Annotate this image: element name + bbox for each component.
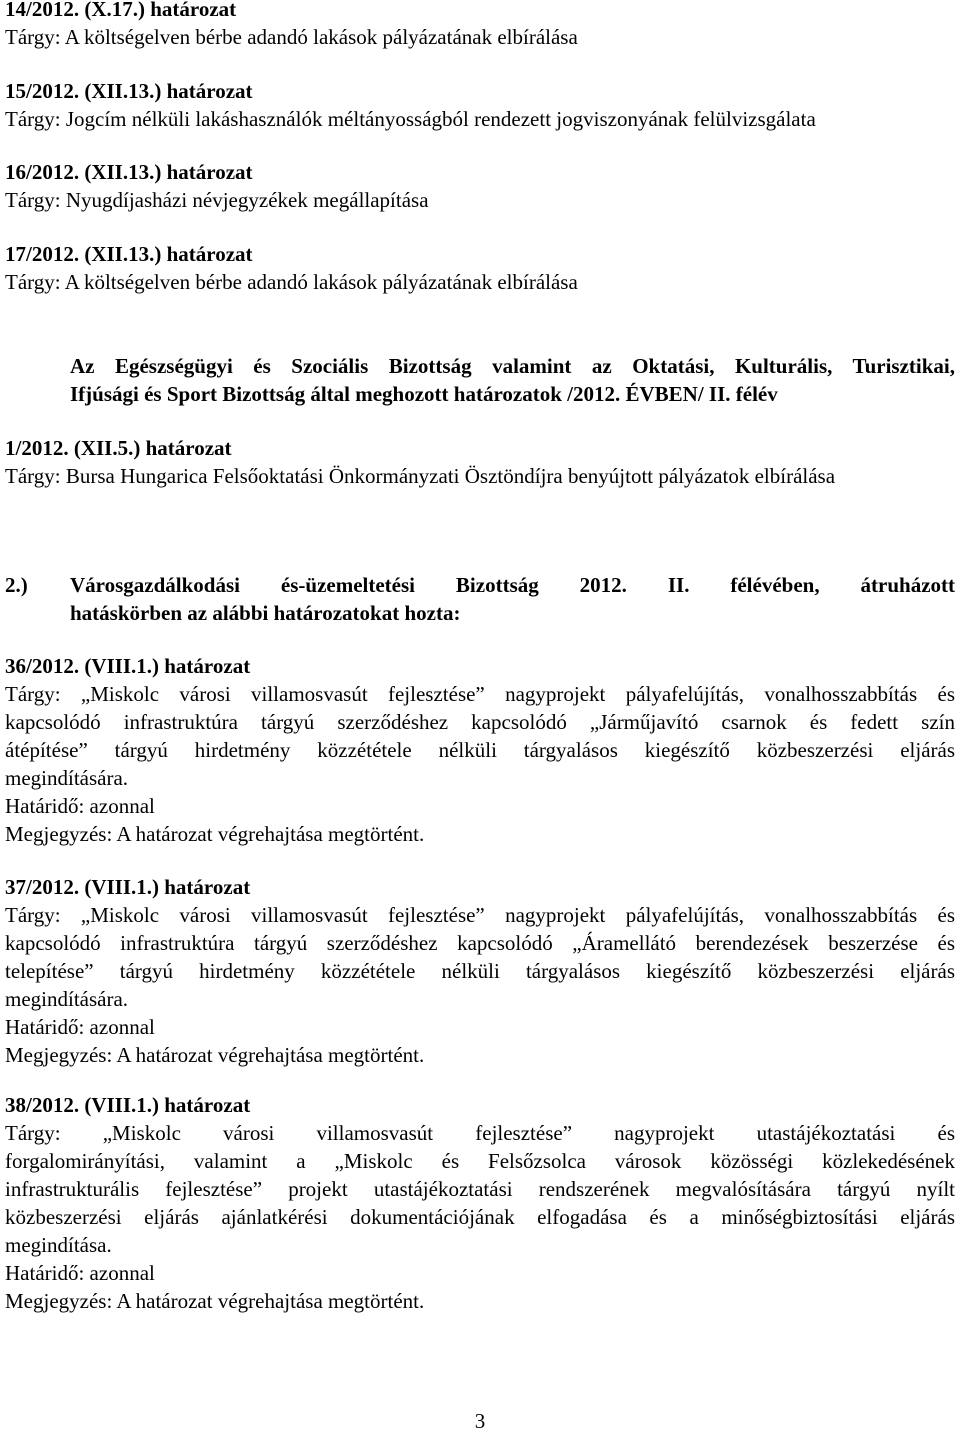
- resolution-heading: 37/2012. (VIII.1.) határozat: [5, 875, 251, 899]
- resolution-subject: Tárgy: Bursa Hungarica Felsőoktatási Önkormányzati Ösztöndíjra benyújtott pályázatok elbírálása: [5, 464, 836, 488]
- resolution-38: [5, 1091, 955, 1315]
- resolution-subject: Tárgy: A költségelven bérbe adandó lakások pályázatának elbírálása: [5, 25, 578, 49]
- resolution-16: [5, 158, 955, 214]
- subject-line: infrastrukturális fejlesztése” projekt utastájékoztatási rendszerének megvalósítására tárgyú nyílt: [5, 1177, 955, 1201]
- subject-line: megindítása.: [5, 1233, 112, 1257]
- subject-line: kapcsolódó infrastruktúra tárgyú szerződéshez kapcsolódó „Áramellátó berendezések beszerzése és: [5, 931, 955, 955]
- note: Megjegyzés: A határozat végrehajtása megtörtént.: [5, 1289, 425, 1313]
- subject-line: forgalomirányítási, valamint a „Miskolc és Felsőzsolca városok közösségi közlekedésének: [5, 1149, 955, 1173]
- resolution-subject: Tárgy: Jogcím nélküli lakáshasználók méltányosságból rendezett jogviszonyának felülvizsgálata: [5, 107, 816, 131]
- section-title-line-2: hatáskörben az alábbi határozatokat hozta:: [70, 601, 461, 625]
- subject-line: megindítására.: [5, 766, 129, 790]
- resolution-37: [5, 873, 955, 1069]
- section-title-line-1: Városgazdálkodási és-üzemeltetési Bizottság 2012. II. félévében, átruházott: [70, 573, 955, 597]
- resolution-15: [5, 77, 955, 133]
- page-number: 3: [474, 1409, 486, 1433]
- resolution-heading: 16/2012. (XII.13.) határozat: [5, 160, 253, 184]
- note: Megjegyzés: A határozat végrehajtása megtörtént.: [5, 822, 425, 846]
- subject-line: Tárgy: „Miskolc városi villamosvasút fejlesztése” nagyprojekt utastájékoztatási és: [5, 1121, 955, 1145]
- committee-title-line-2: Ifjúsági és Sport Bizottság által meghozott határozatok /2012. ÉVBEN/ II. félév: [70, 382, 778, 406]
- resolution-heading: 36/2012. (VIII.1.) határozat: [5, 654, 251, 678]
- resolution-heading: 17/2012. (XII.13.) határozat: [5, 242, 253, 266]
- subject-line: közbeszerzési eljárás ajánlatkérési dokumentációjának elfogadása és a minőségbiztosítási eljárás: [5, 1205, 955, 1229]
- deadline: Határidő: azonnal: [5, 794, 155, 818]
- resolution-36: [5, 652, 955, 848]
- resolution-17: [5, 240, 955, 296]
- subject-line: megindítására.: [5, 987, 129, 1011]
- resolution-heading: 15/2012. (XII.13.) határozat: [5, 79, 253, 103]
- committee-title: [70, 352, 955, 408]
- subject-line: átépítése” tárgyú hirdetmény közzététele nélküli tárgyalásos kiegészítő közbeszerzési eljárás: [5, 738, 955, 762]
- resolution-subject: Tárgy: Nyugdíjasházi névjegyzékek megállapítása: [5, 188, 429, 212]
- deadline: Határidő: azonnal: [5, 1261, 155, 1285]
- resolution-subject: Tárgy: A költségelven bérbe adandó lakások pályázatának elbírálása: [5, 270, 578, 294]
- section-number: 2.): [5, 573, 28, 597]
- resolution-heading: 14/2012. (X.17.) határozat: [5, 0, 237, 21]
- note: Megjegyzés: A határozat végrehajtása megtörtént.: [5, 1043, 425, 1067]
- resolution-1: [5, 434, 955, 490]
- subject-line: telepítése” tárgyú hirdetmény közzététele nélküli tárgyalásos kiegészítő közbeszerzési eljárás: [5, 959, 955, 983]
- committee-title-line-1: Az Egészségügyi és Szociális Bizottság valamint az Oktatási, Kulturális, Turisztikai,: [70, 354, 955, 378]
- subject-line: Tárgy: „Miskolc városi villamosvasút fejlesztése” nagyprojekt pályafelújítás, vonalhosszabbítás és: [5, 682, 955, 706]
- deadline: Határidő: azonnal: [5, 1015, 155, 1039]
- section-title: [70, 571, 955, 627]
- resolution-heading: 38/2012. (VIII.1.) határozat: [5, 1093, 251, 1117]
- resolution-heading: 1/2012. (XII.5.) határozat: [5, 436, 232, 460]
- resolution-14: [5, 0, 955, 51]
- subject-line: kapcsolódó infrastruktúra tárgyú szerződéshez kapcsolódó „Járműjavító csarnok és fedett szín: [5, 710, 955, 734]
- subject-line: Tárgy: „Miskolc városi villamosvasút fejlesztése” nagyprojekt pályafelújítás, vonalhosszabbítás és: [5, 903, 955, 927]
